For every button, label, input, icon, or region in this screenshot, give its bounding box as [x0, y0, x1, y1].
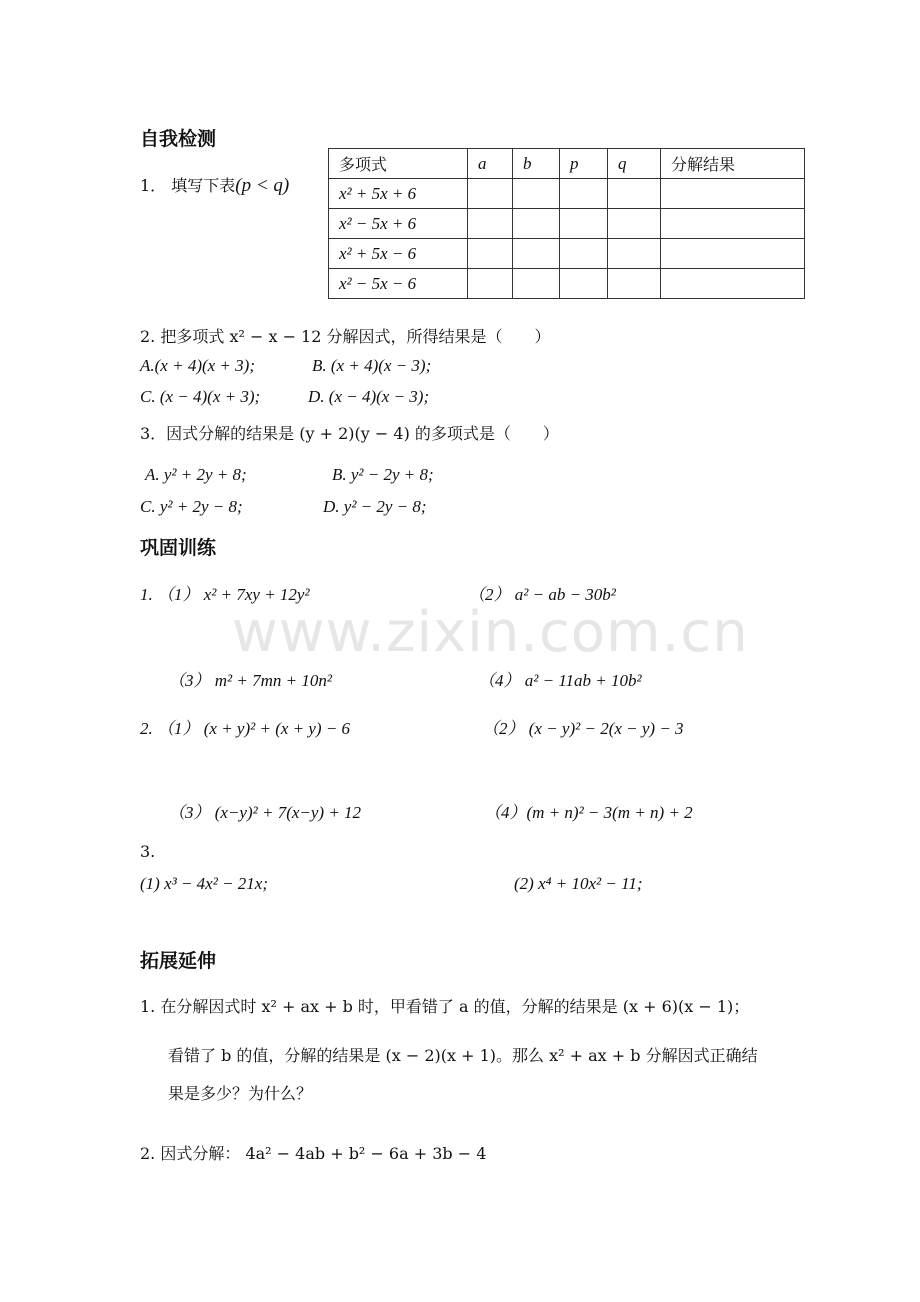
blank-cell[interactable]: [513, 209, 560, 239]
blank-cell[interactable]: [513, 179, 560, 209]
blank-cell[interactable]: [661, 209, 805, 239]
table-row: [329, 269, 805, 299]
q3-option-b: B. y² − 2y + 8;: [332, 465, 434, 484]
blank-cell[interactable]: [560, 179, 608, 209]
watermark: www.zixin.com.cn: [232, 600, 749, 665]
q2-stem: 2. 把多项式 x² − x − 12 分解因式，所得结果是（ ）: [140, 327, 551, 346]
practice-q2-4: （4）(m + n)² − 3(m + n) + 2: [484, 803, 693, 822]
q2-option-b: B. (x + 4)(x − 3);: [312, 356, 432, 375]
extension-q1-line2: 看错了 b 的值，分解的结果是 (x − 2)(x + 1)。那么 x² + ax + b 分解因式正确结: [168, 1046, 758, 1065]
polynomial-cell: x² + 5x + 6: [329, 179, 468, 209]
section-heading-self-check: 自我检测: [140, 128, 217, 150]
blank-cell[interactable]: [468, 239, 513, 269]
polynomial-cell: x² − 5x + 6: [329, 209, 468, 239]
blank-cell[interactable]: [608, 209, 661, 239]
q1-prompt-text: 1． 填写下表: [140, 176, 236, 195]
table-header-cell: a: [468, 149, 513, 179]
section-heading-practice: 巩固训练: [140, 537, 217, 559]
blank-cell[interactable]: [661, 179, 805, 209]
q1-prompt: [140, 173, 289, 197]
q2-option-d: D. (x − 4)(x − 3);: [308, 387, 430, 406]
practice-q3-1: (1) x³ − 4x² − 21x;: [140, 874, 269, 893]
blank-cell[interactable]: [513, 239, 560, 269]
blank-cell[interactable]: [608, 179, 661, 209]
extension-q1-line3: 果是多少？为什么？: [168, 1084, 313, 1103]
q3-option-a: A. y² + 2y + 8;: [145, 465, 247, 484]
practice-q1-4: （4） a² − 11ab + 10b²: [478, 671, 642, 690]
extension-q1-line1: 1. 在分解因式时 x² + ax + b 时，甲看错了 a 的值，分解的结果是 (x + 6)(x − 1)；: [140, 997, 750, 1016]
extension-q2: 2. 因式分解： 4a² − 4ab + b² − 6a + 3b − 4: [140, 1144, 487, 1163]
practice-q1-3: （3） m² + 7mn + 10n²: [168, 671, 332, 690]
blank-cell[interactable]: [560, 239, 608, 269]
polynomial-cell: x² − 5x − 6: [329, 269, 468, 299]
blank-cell[interactable]: [661, 269, 805, 299]
q2-option-a: A.(x + 4)(x + 3);: [140, 356, 255, 375]
blank-cell[interactable]: [468, 269, 513, 299]
blank-cell[interactable]: [560, 209, 608, 239]
blank-cell[interactable]: [468, 179, 513, 209]
table-row: [329, 179, 805, 209]
table-header-cell: p: [560, 149, 608, 179]
q3-option-d: D. y² − 2y − 8;: [323, 497, 427, 516]
q3-stem: 3．因式分解的结果是 (y + 2)(y − 4) 的多项式是（ ）: [140, 424, 559, 443]
factor-table: [328, 148, 805, 299]
practice-q2-2: （2） (x − y)² − 2(x − y) − 3: [482, 719, 684, 738]
practice-q1-2: （2） a² − ab − 30b²: [468, 585, 616, 604]
practice-q3-2: (2) x⁴ + 10x² − 11;: [514, 874, 643, 893]
blank-cell[interactable]: [513, 269, 560, 299]
practice-q2-1: 2. （1） (x + y)² + (x + y) − 6: [140, 719, 351, 738]
table-header-cell: b: [513, 149, 560, 179]
blank-cell[interactable]: [608, 269, 661, 299]
practice-q3-label: 3.: [140, 842, 156, 861]
q3-option-c: C. y² + 2y − 8;: [140, 497, 243, 516]
blank-cell[interactable]: [560, 269, 608, 299]
blank-cell[interactable]: [661, 239, 805, 269]
practice-q1-1: 1. （1） x² + 7xy + 12y²: [140, 585, 310, 604]
table-header-row: [329, 149, 805, 179]
blank-cell[interactable]: [468, 209, 513, 239]
table-row: [329, 209, 805, 239]
blank-cell[interactable]: [608, 239, 661, 269]
table-row: [329, 239, 805, 269]
section-heading-extension: 拓展延伸: [140, 950, 217, 972]
polynomial-cell: x² + 5x − 6: [329, 239, 468, 269]
table-header-cell: q: [608, 149, 661, 179]
q2-option-c: C. (x − 4)(x + 3);: [140, 387, 261, 406]
practice-q2-3: （3） (x−y)² + 7(x−y) + 12: [168, 803, 362, 822]
q1-condition: (p < q): [235, 175, 290, 196]
table-header-cell: 分解结果: [661, 149, 805, 179]
table-header-cell: 多项式: [329, 149, 468, 179]
